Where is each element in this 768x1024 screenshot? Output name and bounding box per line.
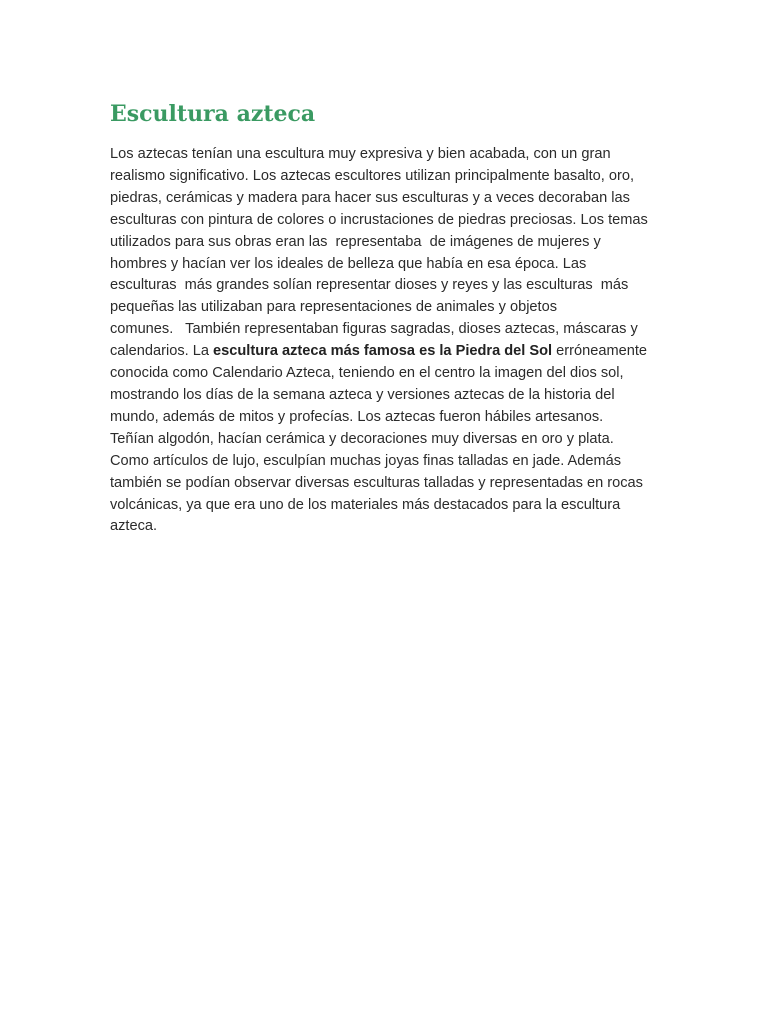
paragraph-line: mundo, además de mitos y profecías. Los aztecas fueron hábiles artesanos. xyxy=(110,408,604,425)
paragraph-line: piedras, cerámicas y madera para hacer sus esculturas y a veces decoraban las xyxy=(110,189,630,206)
paragraph-text: calendarios. La xyxy=(110,343,214,360)
paragraph-line: Teñían algodón, hacían cerámica y decoraciones muy diversas en oro y plata. xyxy=(110,430,614,447)
paragraph-line: esculturas más grandes solían representar dioses y reyes y las esculturas más xyxy=(110,277,629,294)
page-title: Escultura azteca xyxy=(110,101,316,127)
paragraph-line: hombres y hacían ver los ideales de belleza que había en esa época. Las xyxy=(110,255,587,272)
paragraph-line: también se podían observar diversas esculturas talladas y representadas en rocas xyxy=(110,474,643,491)
paragraph-line: Los aztecas tenían una escultura muy expresiva y bien acabada, con un gran xyxy=(110,146,611,162)
paragraph-text: erróneamente xyxy=(552,343,648,360)
paragraph-line: realismo significativo. Los aztecas escultores utilizan principalmente basalto, oro, xyxy=(110,167,635,184)
paragraph-line: utilizados para sus obras eran las representaba de imágenes de mujeres y xyxy=(110,233,601,250)
paragraph-line: Como artículos de lujo, esculpían muchas joyas finas talladas en jade. Además xyxy=(110,452,622,469)
paragraph-line: pequeñas las utilizaban para representaciones de animales y objetos xyxy=(110,299,558,316)
paragraph-line: azteca. xyxy=(110,518,158,535)
paragraph-line: mostrando los días de la semana azteca y versiones aztecas de la historia del xyxy=(110,386,615,403)
paragraph-line: volcánicas, ya que era uno de los materiales más destacados para la escultura xyxy=(110,496,621,513)
body-paragraph xyxy=(110,144,670,538)
paragraph-line: conocida como Calendario Azteca, teniendo en el centro la imagen del dios sol, xyxy=(110,365,624,382)
paragraph-line-with-emphasis xyxy=(110,341,670,363)
paragraph-line: esculturas con pintura de colores o incrustaciones de piedras preciosas. Los temas xyxy=(110,211,648,228)
bold-emphasis-text: escultura azteca más famosa es la Piedra del Sol xyxy=(213,343,553,360)
paragraph-line: comunes. También representaban figuras sagradas, dioses aztecas, máscaras y xyxy=(110,321,638,338)
